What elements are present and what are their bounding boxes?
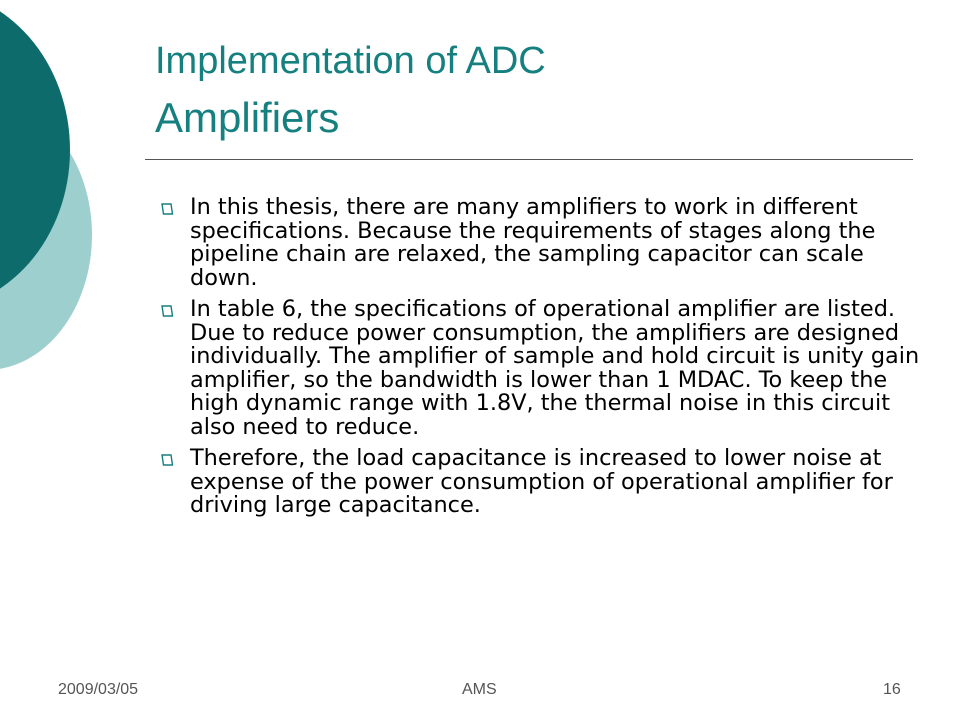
slide-title: Implementation of ADC xyxy=(155,40,546,82)
hollow-square-bullet-icon xyxy=(160,305,174,317)
bullet-text: Therefore, the load capacitance is increased to lower noise at expense of the power consumption of operational amplifier for driving large capacitance. xyxy=(190,445,893,518)
slide-subtitle: Amplifiers xyxy=(155,94,340,141)
bullet-text: In this thesis, there are many amplifiers to work in different specifications. Because the requirements of stages along the pipeline chain are relaxed, the sampling capacitor can scale down. xyxy=(190,194,876,291)
page-number: 16 xyxy=(883,681,901,698)
bullet-list xyxy=(160,196,920,526)
bullet-item xyxy=(160,298,920,439)
title-divider xyxy=(145,159,913,160)
bullet-item xyxy=(160,196,920,290)
hollow-square-bullet-icon xyxy=(160,203,174,215)
bullet-item xyxy=(160,447,920,518)
hollow-square-bullet-icon xyxy=(160,454,174,466)
bullet-text: In table 6, the specifications of operational amplifier are listed. Due to reduce power consumption, the amplifiers are designed individually. The amplifier of sample and hold circuit is unity gain amplifier, so the bandwidth is lower than 1 MDAC. To keep the high dynamic range with 1.8V, the thermal noise in this circuit also need to reduce. xyxy=(190,296,920,440)
footer-date: 2009/03/05 xyxy=(58,681,139,698)
footer-label: AMS xyxy=(462,681,497,698)
